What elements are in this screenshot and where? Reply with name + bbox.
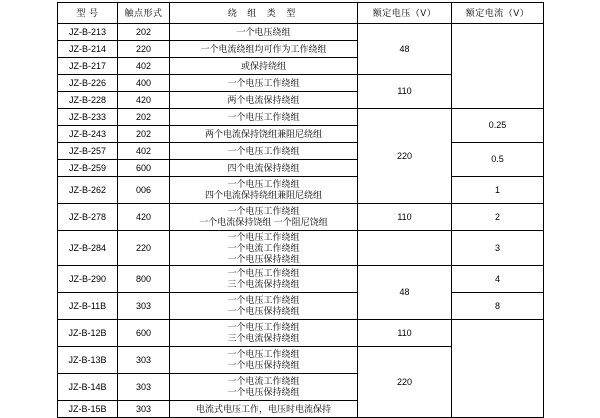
cell-rated-current: 2 (452, 204, 544, 231)
table-row (58, 266, 544, 293)
cell-contact-form: 420 (118, 204, 170, 231)
table-body (58, 24, 544, 418)
table-row (58, 177, 544, 204)
cell-contact-form: 600 (118, 320, 170, 347)
cell-model: JZ-B-233 (58, 109, 118, 126)
winding-line: 三个电流保持绕组 (227, 279, 300, 289)
cell-contact-form: 006 (118, 177, 170, 204)
winding-line: 四个电流保持绕组 (227, 162, 300, 173)
cell-winding-type (170, 401, 358, 418)
cell-contact-form: 402 (118, 58, 170, 75)
cell-contact-form: 400 (118, 75, 170, 92)
table-row (58, 109, 544, 126)
header-winding-type: 绕 组 类 型 (170, 3, 358, 24)
cell-contact-form: 303 (118, 293, 170, 320)
winding-line: 一个电流保持饶组 一个阻尼饶组 (199, 217, 328, 227)
header-model: 型 号 (58, 3, 118, 24)
winding-line: 两个电流保持绕组 (227, 94, 300, 105)
cell-model: JZ-B-12B (58, 320, 118, 347)
winding-line: 一个电压工作绕组 (227, 206, 300, 216)
cell-model: JZ-B-214 (58, 41, 118, 58)
table-row (58, 293, 544, 320)
cell-model: JZ-B-11B (58, 293, 118, 320)
cell-model: JZ-B-257 (58, 143, 118, 160)
cell-model: JZ-B-278 (58, 204, 118, 231)
cell-model: JZ-B-259 (58, 160, 118, 177)
cell-winding-type (170, 347, 358, 374)
cell-model: JZ-B-13B (58, 347, 118, 374)
cell-rated-current: 8 (452, 293, 544, 320)
cell-model: JZ-B-213 (58, 24, 118, 41)
cell-winding-type (170, 24, 358, 41)
cell-rated-voltage (358, 231, 452, 266)
winding-line: 电流式电压工作，电压时电流保持 (195, 403, 331, 414)
winding-line: 一个电流工作绕组 (227, 376, 300, 386)
winding-line: 一个电压保持绕组 (227, 253, 300, 264)
winding-line: 一个电压保持绕组 (227, 360, 300, 370)
cell-contact-form: 202 (118, 24, 170, 41)
cell-model: JZ-B-284 (58, 231, 118, 266)
cell-rated-voltage: 220 (358, 347, 452, 418)
cell-rated-current (452, 320, 544, 418)
cell-model: JZ-B-14B (58, 374, 118, 401)
cell-model: JZ-B-228 (58, 92, 118, 109)
winding-line: 一个电压工作绕组 (227, 231, 300, 242)
winding-line: 一个电压工作绕组 (227, 179, 300, 189)
cell-contact-form: 600 (118, 160, 170, 177)
winding-line: 一个电压绕组 (236, 26, 291, 37)
cell-contact-form: 303 (118, 401, 170, 418)
cell-contact-form: 402 (118, 143, 170, 160)
cell-rated-voltage: 48 (358, 24, 452, 75)
header-contact-form: 触点形式 (118, 3, 170, 24)
cell-contact-form: 220 (118, 231, 170, 266)
winding-line: 一个电压工作绕组 (227, 77, 300, 88)
header-rated-voltage: 额定电压（V） (358, 3, 452, 24)
winding-line: 一个电压保持绕组 (227, 306, 300, 316)
table-row (58, 143, 544, 160)
winding-line: 一个电压工作绕组 (227, 145, 300, 156)
cell-rated-current: 4 (452, 266, 544, 293)
cell-winding-type (170, 126, 358, 143)
cell-rated-current (452, 24, 544, 109)
table-row (58, 204, 544, 231)
header-rated-current: 额定电流（V） (452, 3, 544, 24)
cell-rated-current: 1 (452, 177, 544, 204)
cell-model: JZ-B-226 (58, 75, 118, 92)
table-row (58, 231, 544, 266)
specification-table (57, 2, 544, 418)
cell-winding-type (170, 204, 358, 231)
cell-winding-type (170, 75, 358, 92)
cell-rated-voltage: 48 (358, 266, 452, 320)
table-row (58, 320, 544, 347)
winding-line: 四个电流保持绕组兼阻尼绕组 (204, 190, 322, 200)
cell-model: JZ-B-262 (58, 177, 118, 204)
cell-winding-type (170, 374, 358, 401)
table-header (58, 3, 544, 24)
cell-contact-form: 202 (118, 126, 170, 143)
cell-winding-type (170, 266, 358, 293)
cell-rated-voltage: 110 (358, 320, 452, 347)
winding-line: 一个电压保持绕组 (227, 387, 300, 397)
cell-rated-voltage: 220 (358, 109, 452, 204)
cell-contact-form: 303 (118, 347, 170, 374)
cell-winding-type (170, 41, 358, 58)
winding-line: 一个电流绕组均可作为工作绕组 (200, 43, 327, 54)
winding-line: 三个电流保持绕组 (227, 333, 300, 343)
winding-line: 或保持绕组 (240, 60, 286, 71)
cell-rated-current: 0.5 (452, 143, 544, 177)
cell-winding-type (170, 177, 358, 204)
winding-line: 一个电压工作绕组 (227, 322, 300, 332)
winding-line: 一个电压工作绕组 (227, 295, 300, 305)
cell-winding-type (170, 143, 358, 160)
cell-rated-voltage: 110 (358, 204, 452, 231)
cell-winding-type (170, 320, 358, 347)
cell-winding-type (170, 160, 358, 177)
cell-contact-form: 420 (118, 92, 170, 109)
cell-contact-form: 220 (118, 41, 170, 58)
cell-rated-current: 0.25 (452, 109, 544, 143)
cell-winding-type (170, 58, 358, 75)
table-row (58, 24, 544, 41)
cell-model: JZ-B-290 (58, 266, 118, 293)
winding-line: 两个电流保持饶组兼阻尼绕组 (204, 128, 322, 139)
cell-contact-form: 800 (118, 266, 170, 293)
cell-rated-voltage: 110 (358, 75, 452, 109)
cell-winding-type (170, 92, 358, 109)
cell-winding-type (170, 231, 358, 266)
table-header-row (58, 3, 544, 24)
winding-line: 一个电压工作绕组 (227, 111, 300, 122)
cell-rated-current: 3 (452, 231, 544, 266)
cell-model: JZ-B-243 (58, 126, 118, 143)
cell-model: JZ-B-217 (58, 58, 118, 75)
cell-winding-type (170, 293, 358, 320)
winding-line: 一个电压工作绕组 (227, 268, 300, 278)
cell-contact-form: 303 (118, 374, 170, 401)
cell-winding-type (170, 109, 358, 126)
cell-contact-form: 202 (118, 109, 170, 126)
winding-line: 一个电流工作绕组 (227, 242, 300, 253)
winding-line: 一个电压工作绕组 (227, 349, 300, 359)
cell-model: JZ-B-15B (58, 401, 118, 418)
